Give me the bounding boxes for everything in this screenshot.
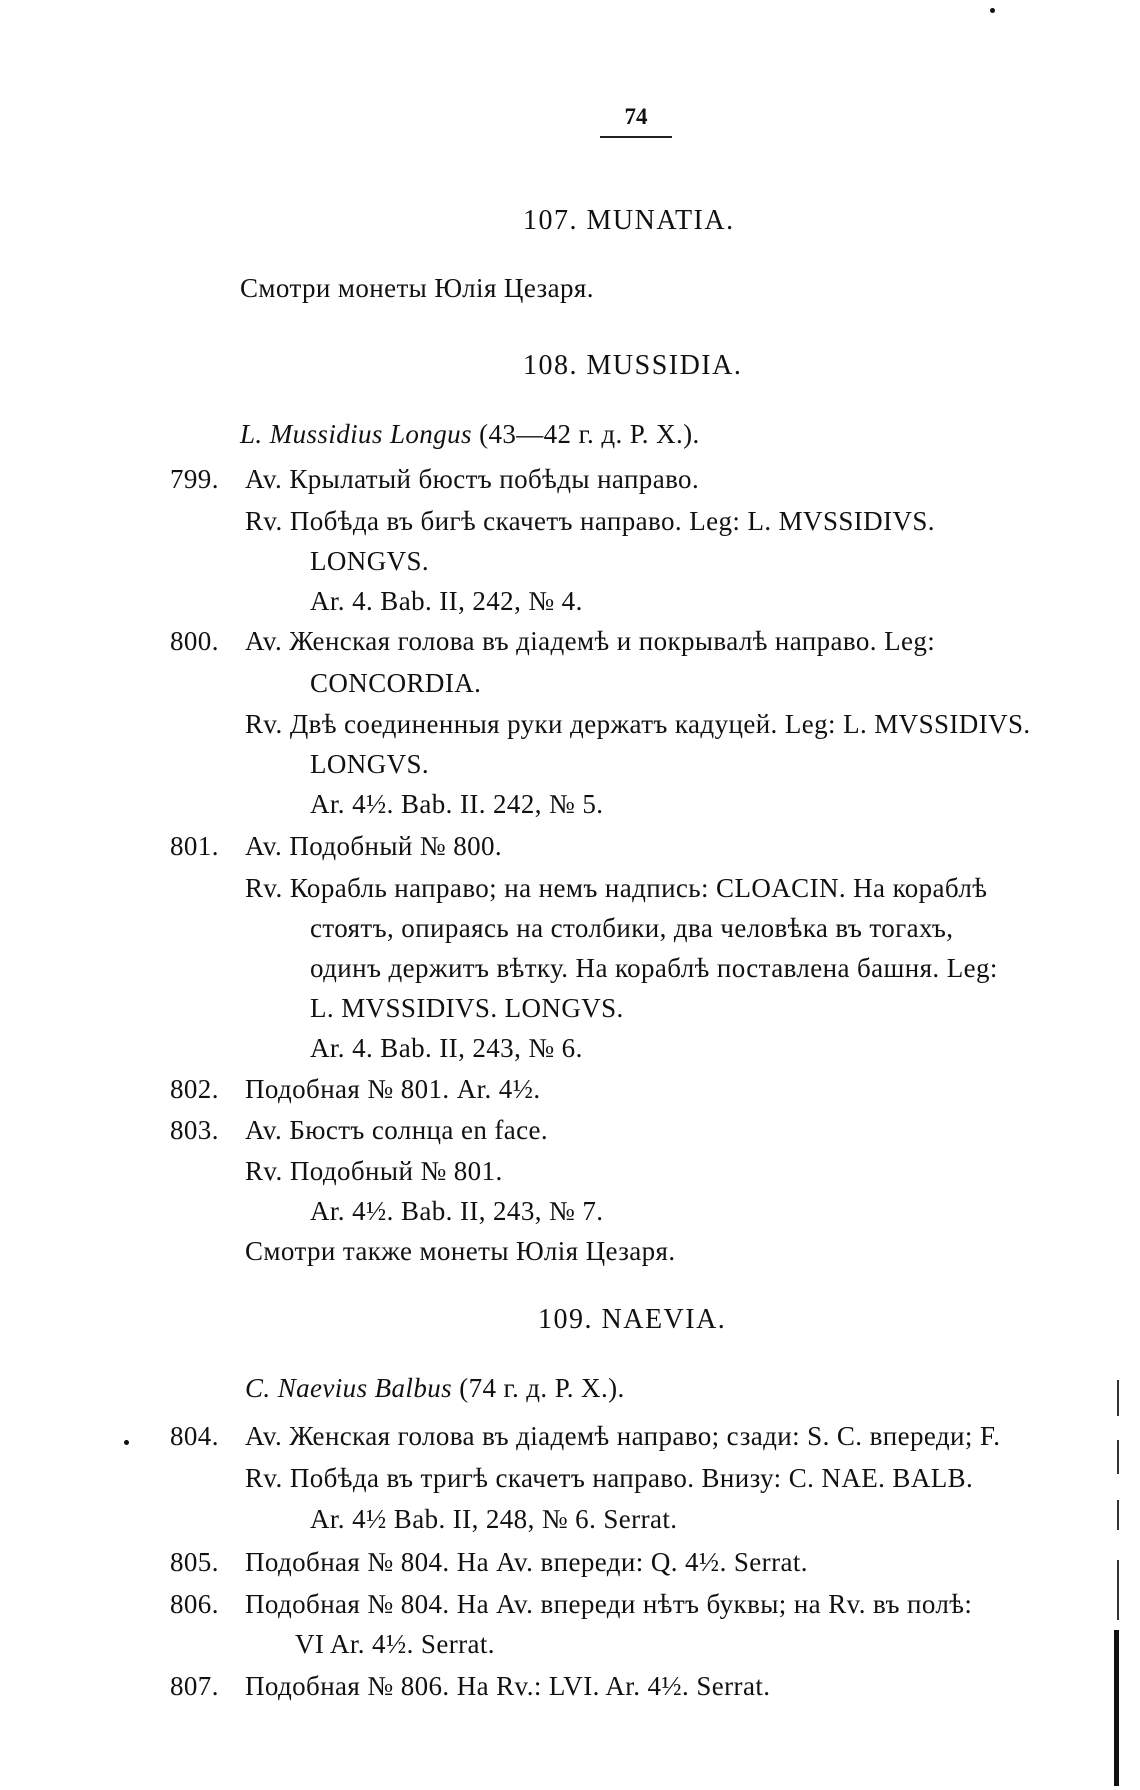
entry-line: одинъ держитъ вѣтку. На кораблѣ поставлена башня. Leg: xyxy=(310,953,998,983)
see-also-note: Смотри также монеты Юлія Цезаря. xyxy=(245,1236,676,1266)
entry-number: 807. xyxy=(170,1671,219,1701)
entry-number: 806. xyxy=(170,1589,219,1619)
section-heading-naevia: 109. NAEVIA. xyxy=(538,1304,727,1335)
entry-line: Ar. 4½ Bab. II, 248, № 6. Serrat. xyxy=(310,1504,678,1534)
entry-line: Ar. 4. Bab. II, 243, № 6. xyxy=(310,1033,583,1063)
entry-line: Подобная № 804. На Av. впереди: Q. 4½. Serrat. xyxy=(245,1547,808,1577)
section-heading-mussidia: 108. MUSSIDIA. xyxy=(523,350,743,381)
scan-edge-bar xyxy=(1114,1630,1119,1786)
entry-number: 803. xyxy=(170,1115,219,1145)
entry-line: Av. Женская голова въ діадемѣ и покрывалѣ направо. Leg: xyxy=(245,626,936,656)
entry-line: LONGVS. xyxy=(310,546,430,576)
scan-edge-mark xyxy=(1117,1440,1119,1474)
entry-number: 805. xyxy=(170,1547,219,1577)
entry-number: 800. xyxy=(170,626,219,656)
entry-line: Av. Женская голова въ діадемѣ направо; сзади: S. C. впереди; F. xyxy=(245,1421,1001,1451)
entry-line: Av. Крылатый бюстъ побѣды направо. xyxy=(245,464,700,494)
moneyer-name: C. Naevius Balbus xyxy=(245,1373,453,1403)
scan-edge-mark xyxy=(1117,1500,1119,1530)
entry-line: Av. Бюстъ солнца en face. xyxy=(245,1115,549,1145)
entry-line: Подобная № 804. На Av. впереди нѣтъ буквы; на Rv. въ полѣ: xyxy=(245,1589,973,1619)
print-speck xyxy=(990,8,995,13)
entry-line: LONGVS. xyxy=(310,749,430,779)
entry-line: Av. Подобный № 800. xyxy=(245,831,503,861)
scan-edge-mark xyxy=(1117,1560,1119,1620)
entry-line: Ar. 4½. Bab. II. 242, № 5. xyxy=(310,789,604,819)
see-also-note: Смотри монеты Юлія Цезаря. xyxy=(240,273,594,303)
entry-line: Ar. 4½. Bab. II, 243, № 7. xyxy=(310,1196,604,1226)
entry-number: 801. xyxy=(170,831,219,861)
entry-line: Подобная № 806. На Rv.: LVI. Ar. 4½. Serrat. xyxy=(245,1671,771,1701)
moneyer-name: L. Mussidius Longus xyxy=(240,419,472,449)
entry-number: 804. xyxy=(170,1421,219,1451)
entry-number: 799. xyxy=(170,464,219,494)
entry-line: стоятъ, опираясь на столбики, два человѣка въ тогахъ, xyxy=(310,913,954,943)
print-speck xyxy=(124,1440,129,1445)
page-number: 74 xyxy=(600,104,672,138)
moneyer-dates: (74 г. д. Р. Х.). xyxy=(459,1373,625,1403)
moneyer-dates: (43—42 г. д. Р. Х.). xyxy=(479,419,700,449)
scan-edge-mark xyxy=(1117,1380,1119,1416)
entry-line: CONCORDIA. xyxy=(310,668,482,698)
entry-line: VI Ar. 4½. Serrat. xyxy=(295,1629,495,1659)
moneyer-line xyxy=(240,418,700,450)
entry-line: Подобная № 801. Ar. 4½. xyxy=(245,1074,541,1104)
moneyer-line xyxy=(245,1372,625,1404)
entry-line: Rv. Побѣда въ бигѣ скачетъ направо. Leg: L. MVSSIDIVS. xyxy=(245,506,935,536)
entry-line: Rv. Подобный № 801. xyxy=(245,1156,503,1186)
entry-line: Rv. Корабль направо; на немъ надпись: CLOACIN. На кораблѣ xyxy=(245,873,988,903)
entry-number: 802. xyxy=(170,1074,219,1104)
entry-line: L. MVSSIDIVS. LONGVS. xyxy=(310,993,624,1023)
entry-line: Rv. Двѣ соединенныя руки держатъ кадуцей. Leg: L. MVSSIDIVS. xyxy=(245,709,1031,739)
section-heading-munatia: 107. MUNATIA. xyxy=(523,205,735,236)
entry-line: Rv. Побѣда въ тригѣ скачетъ направо. Внизу: C. NAE. BALB. xyxy=(245,1463,974,1493)
entry-line: Ar. 4. Bab. II, 242, № 4. xyxy=(310,586,583,616)
